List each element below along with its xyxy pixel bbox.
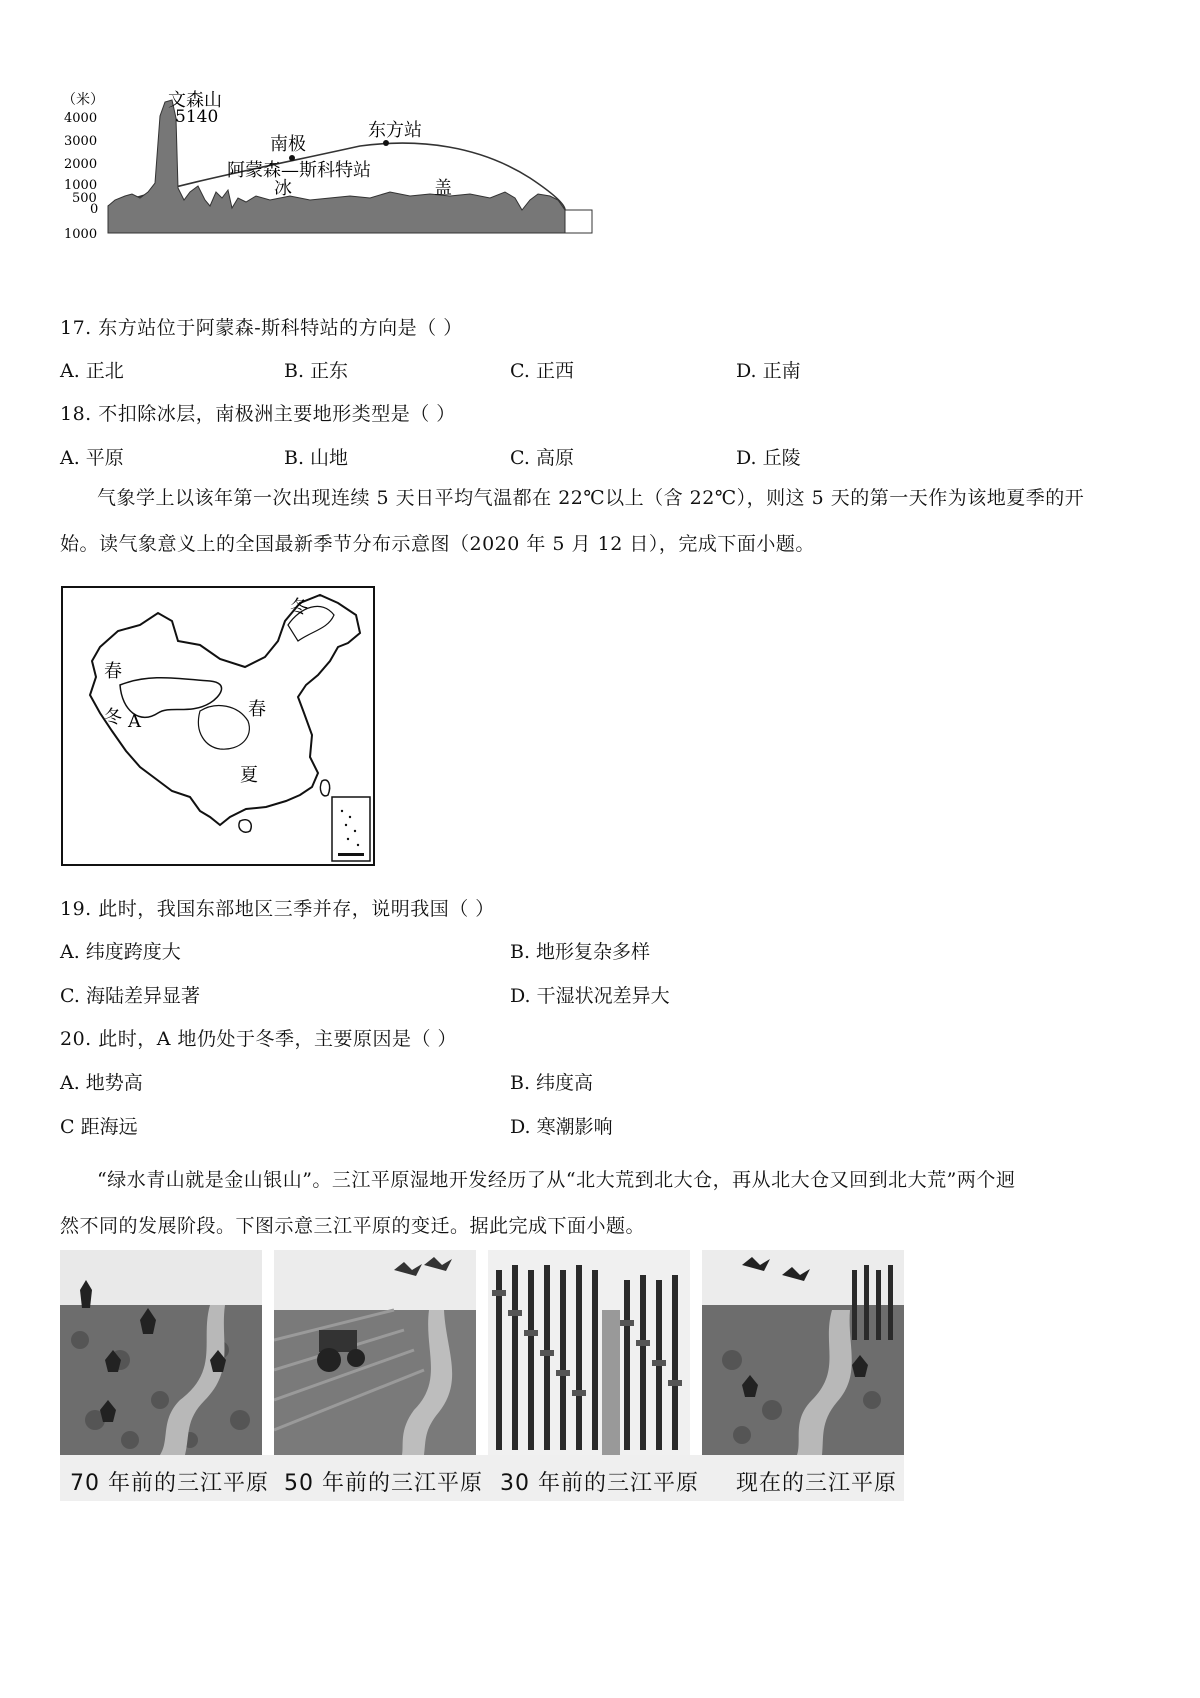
peak-height: 5140 [175,107,219,127]
q18-option-d[interactable]: D. 丘陵 [736,447,801,469]
label-winter-a: 冬 [104,707,122,728]
q17-option-b[interactable]: B. 正东 [284,360,349,382]
q20-option-d[interactable]: D. 寒潮影响 [510,1116,613,1138]
label-summer: 夏 [240,765,258,786]
caption-30-years-ago: 30 年前的三江平原 [500,1471,699,1496]
label-spring-east: 春 [248,699,266,720]
q18-option-b[interactable]: B. 山地 [284,447,349,469]
q20-option-c[interactable]: C 距海远 [60,1116,138,1138]
y-tick: 2000 [64,157,98,172]
y-tick: 1000 [64,178,98,193]
y-tick: 3000 [64,134,98,149]
amundsen-station-label: 阿蒙森—斯科特站 [227,160,371,181]
q17-stem: 17. 东方站位于阿蒙森-斯科特站的方向是（ ） [60,317,463,339]
q17-option-d[interactable]: D. 正南 [736,360,801,382]
q18-option-c[interactable]: C. 高原 [510,447,574,469]
label-a: A [128,711,141,732]
passage2-line1: 气象学上以该年第一次出现连续 5 天日平均气温都在 22℃以上（含 22℃），则这 5 天的第一天作为该地夏季的开 [97,487,1085,509]
q19-option-b[interactable]: B. 地形复杂多样 [510,941,651,963]
passage3-line2: 然不同的发展阶段。下图示意三江平原的变迁。据此完成下面小题。 [60,1215,646,1237]
unit-label: （米） [62,92,104,108]
q19-option-d[interactable]: D. 干湿状况差异大 [510,985,670,1007]
y-tick: 1000 [64,227,98,242]
panel-70-years-ago [60,1250,262,1455]
label-winter-ne: 冬 [290,597,308,618]
caption-present: 现在的三江平原 [736,1471,898,1496]
q19-option-a[interactable]: A. 纬度跨度大 [60,941,181,963]
y-tick: 4000 [64,111,98,126]
vostok-station-label: 东方站 [368,120,422,141]
y-tick: 0 [90,202,99,217]
label-spring-west: 春 [104,661,122,682]
q17-option-a[interactable]: A. 正北 [60,360,124,382]
passage2-line2: 始。读气象意义上的全国最新季节分布示意图（2020 年 5 月 12 日），完成下面小题。 [60,533,815,555]
q17-option-c[interactable]: C. 正西 [510,360,574,382]
q20-stem: 20. 此时，A 地仍处于冬季，主要原因是（ ） [60,1028,458,1050]
ice-label: 冰 [274,178,292,199]
antarctic-profile-figure [60,88,600,263]
panel-present [702,1250,904,1455]
q20-option-b[interactable]: B. 纬度高 [510,1072,594,1094]
passage3-line1: “绿水青山就是金山银山”。三江平原湿地开发经历了从“北大荒到北大仓，再从北大仓又回到北大荒”两个迥 [97,1169,1016,1191]
panel-30-years-ago [488,1250,690,1455]
caption-50-years-ago: 50 年前的三江平原 [284,1471,483,1496]
season-map-figure [60,585,376,867]
q19-option-c[interactable]: C. 海陆差异显著 [60,985,200,1007]
peak-name: 文森山 [168,90,222,111]
q19-stem: 19. 此时，我国东部地区三季并存，说明我国（ ） [60,898,495,920]
q18-option-a[interactable]: A. 平原 [60,447,124,469]
caption-70-years-ago: 70 年前的三江平原 [70,1471,269,1496]
cap-label: 盖 [434,178,452,199]
south-pole-label: 南极 [270,134,306,155]
q20-option-a[interactable]: A. 地势高 [60,1072,143,1094]
q18-stem: 18. 不扣除冰层，南极洲主要地形类型是（ ） [60,403,456,425]
panel-50-years-ago [274,1250,476,1455]
y-tick: 500 [72,191,97,206]
